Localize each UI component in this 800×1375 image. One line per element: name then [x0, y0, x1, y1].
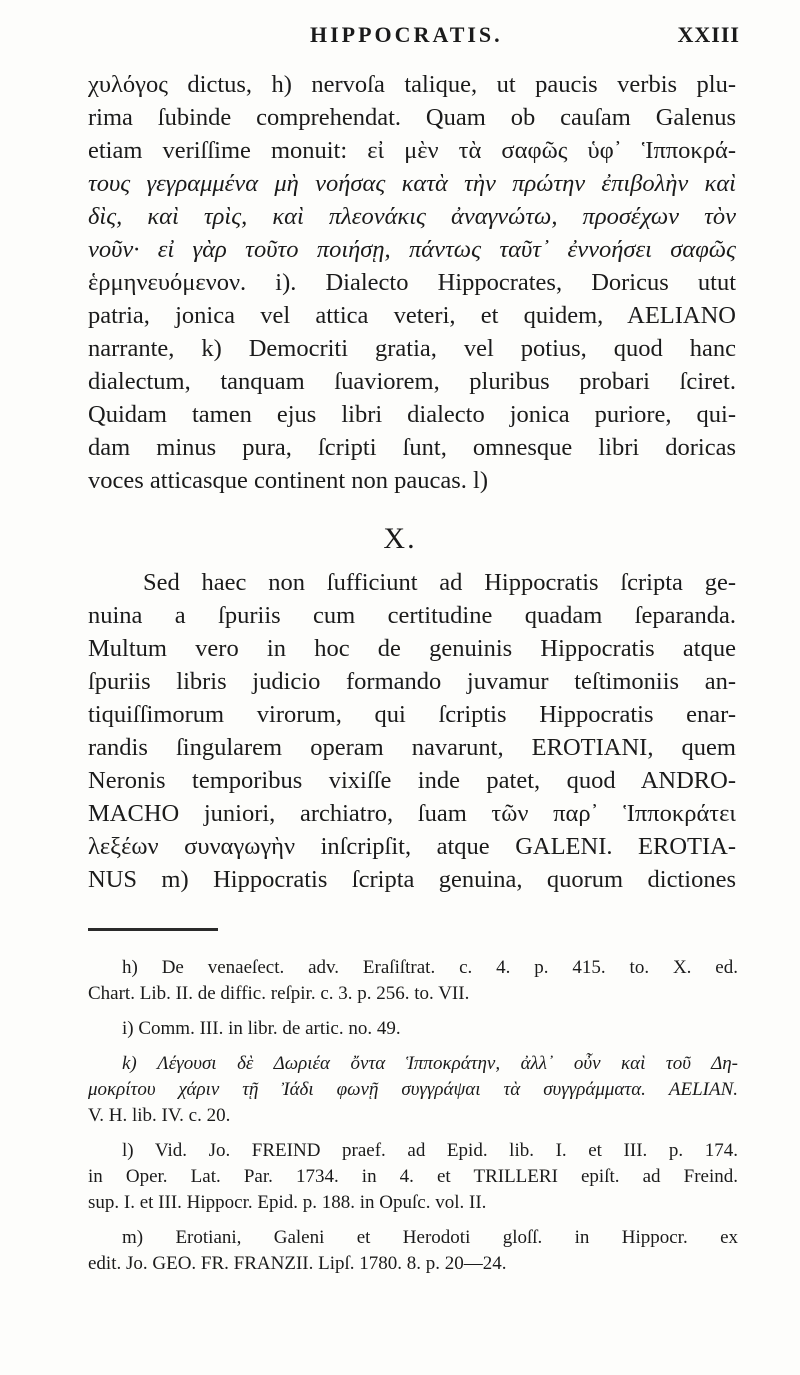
footnote-k-line: V. H. lib. IV. c. 20.: [88, 1105, 231, 1126]
section-heading: X.: [383, 522, 417, 555]
text-line: narrante, k) Democriti gratia, vel potius, quod hanc: [88, 335, 736, 362]
text-line: nuina a ſpuriis cum certitudine quadam ſeparanda.: [88, 602, 736, 629]
footnote-m-line: m) Erotiani, Galeni et Herodoti gloſſ. in Hippocr. ex: [122, 1227, 738, 1248]
text-line: patria, jonica vel attica veteri, et quidem, AELIANO: [88, 302, 736, 329]
text-line: χυλόγος dictus, h) nervoſa talique, ut paucis verbis plu-: [88, 71, 736, 98]
text-line: ἑρμηνευόμενον. i). Dialecto Hippocrates, Doricus utut: [88, 269, 736, 296]
greek-quotation-line: τους γεγραμμένα μὴ νοήσας κατὰ τὴν πρώτην ἐπιβολὴν καὶ: [88, 170, 736, 197]
text-line: λεξέων συναγωγὴν inſcripſit, atque GALENI. EROTIA-: [88, 833, 736, 860]
text-line: tiquiſſimorum virorum, qui ſcriptis Hippocratis enar-: [88, 701, 736, 728]
page-header: [90, 18, 750, 54]
greek-quotation-line: δὶς, καὶ τρὶς, καὶ πλεονάκις ἀναγνώτω, προσέχων τὸν: [88, 203, 736, 230]
paragraph-1: [88, 68, 736, 497]
text-line: dialectum, tanquam ſuaviorem, pluribus probari ſciret.: [88, 368, 736, 395]
text-line: Quidam tamen ejus libri dialecto jonica puriore, qui-: [88, 401, 736, 428]
footnote-l-line: sup. I. et III. Hippocr. Epid. p. 188. in Opuſc. vol. II.: [88, 1192, 487, 1213]
text-line: Multum vero in hoc de genuinis Hippocratis atque: [88, 635, 736, 662]
greek-quotation-line: νοῦν· εἰ γὰρ τοῦτο ποιήσῃ, πάντως ταῦτ᾽ ἐννοήσει σαφῶς: [88, 236, 736, 263]
page-number: XXIII: [677, 22, 740, 47]
footnote-m-line: edit. Jo. GEO. FR. FRANZII. Lipſ. 1780. 8. p. 20—24.: [88, 1253, 507, 1274]
text-line: NUS m) Hippocratis ſcripta genuina, quorum dictiones: [88, 866, 736, 893]
text-line: MACHO juniori, archiatro, ſuam τῶν παρ᾽ Ἱπποκράτει: [88, 800, 736, 827]
text-line: etiam veriſſime monuit: εἰ μὲν τὰ σαφῶς ὑφ᾽ Ἱπποκρά-: [88, 137, 736, 164]
footnote-l-line: in Oper. Lat. Par. 1734. in 4. et TRILLERI epiſt. ad Freind.: [88, 1166, 738, 1187]
footnotes: [88, 955, 738, 1277]
text-line: dam minus pura, ſcripti ſunt, omnesque libri doricas: [88, 434, 736, 461]
footnote-h-line: Chart. Lib. II. de diffic. reſpir. c. 3. p. 256. to. VII.: [88, 983, 470, 1004]
footnote-k-line: μοκρίτου χάριν τῇ Ἰάδι φωνῇ συγγράψαι τὰ συγγράμματα. AELIAN.: [88, 1079, 738, 1100]
footnote-l-line: l) Vid. Jo. FREIND praef. ad Epid. lib. I. et III. p. 174.: [122, 1140, 738, 1161]
footnote-separator: [88, 928, 218, 931]
text-line: ſpuriis libris judicio formando juvamur teſtimoniis an-: [88, 668, 736, 695]
text-line: Neronis temporibus vixiſſe inde patet, quod ANDRO-: [88, 767, 736, 794]
text-line: voces atticasque continent non paucas. l): [88, 467, 489, 494]
footnote-i-line: i) Comm. III. in libr. de artic. no. 49.: [122, 1018, 401, 1039]
text-line: Sed haec non ſufficiunt ad Hippocratis ſcripta ge-: [143, 569, 736, 596]
footnote-k-line: k) Λέγουσι δὲ Δωριέα ὄντα Ἱπποκράτην, ἀλλ᾽ οὖν καὶ τοῦ Δη-: [122, 1053, 738, 1074]
paragraph-2: [88, 566, 736, 896]
footnote-h-line: h) De venaeſect. adv. Eraſiſtrat. c. 4. p. 415. to. X. ed.: [122, 957, 738, 978]
running-title: HIPPOCRATIS.: [310, 22, 503, 47]
text-line: randis ſingularem operam navarunt, EROTIANI, quem: [88, 734, 736, 761]
text-line: rima ſubinde comprehendat. Quam ob cauſam Galenus: [88, 104, 736, 131]
